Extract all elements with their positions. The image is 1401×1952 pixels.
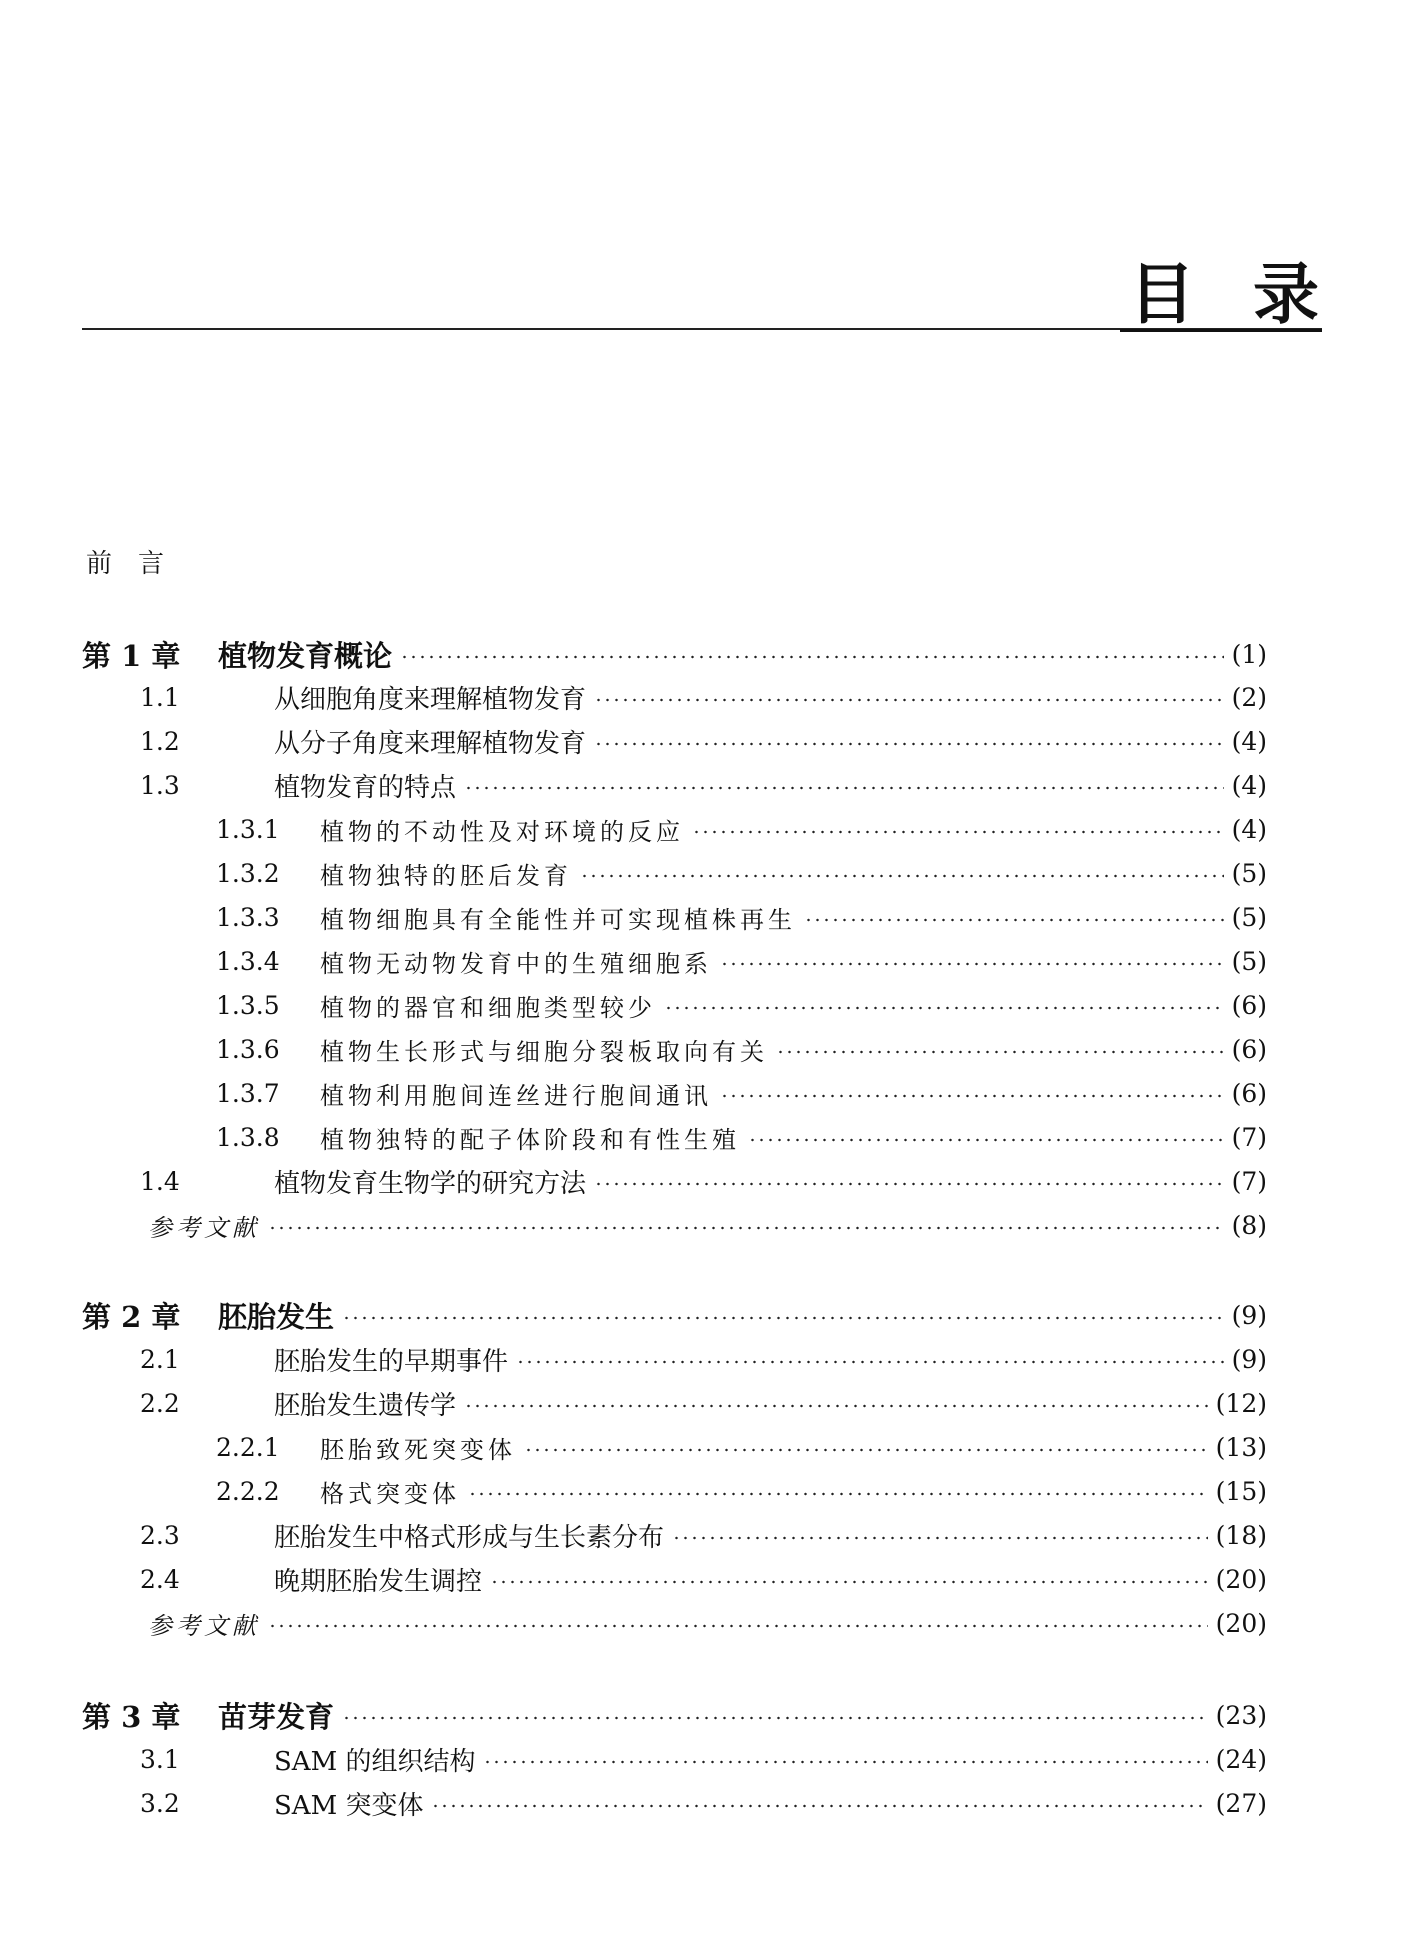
toc-title: 植物发育生物学的研究方法 <box>274 1168 587 1199</box>
toc-page: (6) <box>1231 1078 1267 1108</box>
toc-number: 1.3.3 <box>216 902 280 932</box>
toc-page: (5) <box>1231 858 1267 888</box>
toc-section-3-2[interactable] <box>82 1783 1267 1823</box>
dot-leader <box>748 1138 1224 1142</box>
toc-section-1-4[interactable] <box>82 1161 1267 1201</box>
toc-title: SAM 的组织结构 <box>274 1746 476 1777</box>
dot-leader <box>692 830 1224 834</box>
dot-leader <box>464 1404 1208 1408</box>
dot-leader <box>400 655 1224 659</box>
toc-number: 3.2 <box>140 1788 180 1818</box>
toc-number: 第 1 章 <box>82 638 181 673</box>
dot-leader <box>720 962 1224 966</box>
toc-section-2-4[interactable] <box>82 1559 1267 1599</box>
toc-page: (1) <box>1231 639 1267 669</box>
toc-subsection-1-3-3[interactable] <box>82 897 1267 937</box>
toc-number: 1.3 <box>140 770 180 800</box>
toc-page: (4) <box>1231 770 1267 800</box>
toc-title: 晚期胚胎发生调控 <box>274 1566 483 1597</box>
toc-page: (7) <box>1231 1166 1267 1196</box>
toc-references-2[interactable] <box>82 1603 1267 1643</box>
toc-number: 2.3 <box>140 1520 180 1550</box>
toc-title: 植物独特的配子体阶段和有性生殖 <box>320 1125 740 1154</box>
toc-title: 植物无动物发育中的生殖细胞系 <box>320 949 712 978</box>
toc-title: 胚胎致死突变体 <box>320 1435 516 1464</box>
toc-page: (9) <box>1231 1344 1267 1374</box>
toc-title: 胚胎发生 <box>218 1299 335 1334</box>
dot-leader <box>580 874 1224 878</box>
toc-page: (20) <box>1215 1564 1267 1594</box>
toc-number: 1.1 <box>140 682 180 712</box>
dot-leader <box>524 1448 1208 1452</box>
dot-leader <box>483 1760 1207 1764</box>
toc-number: 2.4 <box>140 1564 180 1594</box>
toc-title: 胚胎发生遗传学 <box>274 1390 457 1421</box>
toc-page: (8) <box>1231 1210 1267 1240</box>
toc-page: (12) <box>1215 1388 1267 1418</box>
dot-leader <box>720 1094 1224 1098</box>
toc-number: 1.3.8 <box>216 1122 280 1152</box>
toc-page: (4) <box>1231 726 1267 756</box>
dot-leader <box>342 1716 1208 1720</box>
toc-page: (20) <box>1215 1608 1267 1638</box>
toc-page: (6) <box>1231 1034 1267 1064</box>
toc-number: 2.2 <box>140 1388 180 1418</box>
dot-leader <box>516 1360 1224 1364</box>
toc-subsection-1-3-5[interactable] <box>82 985 1267 1025</box>
toc-page: (7) <box>1231 1122 1267 1152</box>
toc-number: 1.3.7 <box>216 1078 280 1108</box>
toc-page: (18) <box>1215 1520 1267 1550</box>
toc-subsection-2-2-2[interactable] <box>82 1471 1267 1511</box>
toc-section-1-3[interactable] <box>82 765 1267 805</box>
toc-page: (24) <box>1215 1744 1267 1774</box>
toc-page: (15) <box>1215 1476 1267 1506</box>
toc-number: 3.1 <box>140 1744 180 1774</box>
toc-chapter-2[interactable] <box>82 1295 1267 1335</box>
toc-subsection-1-3-7[interactable] <box>82 1073 1267 1113</box>
dot-leader <box>431 1804 1207 1808</box>
toc-preface[interactable]: 前言 <box>86 549 191 579</box>
toc-page: (5) <box>1231 946 1267 976</box>
toc-title: 植物的器官和细胞类型较少 <box>320 993 656 1022</box>
toc-page: (4) <box>1231 814 1267 844</box>
toc-section-2-1[interactable] <box>82 1339 1267 1379</box>
toc-chapter-3[interactable] <box>82 1695 1267 1735</box>
toc-page: (6) <box>1231 990 1267 1020</box>
toc-subsection-1-3-2[interactable] <box>82 853 1267 893</box>
toc-subsection-1-3-8[interactable] <box>82 1117 1267 1157</box>
toc-section-1-2[interactable] <box>82 721 1267 761</box>
toc-title: 从细胞角度来理解植物发育 <box>274 684 587 715</box>
toc-number: 2.2.2 <box>216 1476 280 1506</box>
toc-page: (2) <box>1231 682 1267 712</box>
toc-section-2-2[interactable] <box>82 1383 1267 1423</box>
toc-subsection-1-3-6[interactable] <box>82 1029 1267 1069</box>
toc-page: (9) <box>1231 1300 1267 1330</box>
toc-number: 2.2.1 <box>216 1432 280 1462</box>
dot-leader <box>672 1536 1208 1540</box>
dot-leader <box>664 1006 1224 1010</box>
toc-number: 1.3.1 <box>216 814 280 844</box>
toc-page: (23) <box>1215 1700 1267 1730</box>
toc-subsection-2-2-1[interactable] <box>82 1427 1267 1467</box>
toc-title: SAM 突变体 <box>274 1790 424 1821</box>
page-title: 目录 <box>1129 256 1377 333</box>
toc-title: 植物生长形式与细胞分裂板取向有关 <box>320 1037 768 1066</box>
toc-number: 2.1 <box>140 1344 180 1374</box>
toc-title: 胚胎发生中格式形成与生长素分布 <box>274 1522 665 1553</box>
dot-leader <box>594 1182 1224 1186</box>
toc-section-1-1[interactable] <box>82 677 1267 717</box>
dot-leader <box>342 1316 1224 1320</box>
toc-subsection-1-3-1[interactable] <box>82 809 1267 849</box>
toc-title: 植物发育概论 <box>218 638 393 673</box>
toc-page: (27) <box>1215 1788 1267 1818</box>
dot-leader <box>776 1050 1224 1054</box>
toc-title: 参考文献 <box>148 1611 260 1640</box>
dot-leader <box>804 918 1224 922</box>
toc-number: 1.4 <box>140 1166 180 1196</box>
toc-title: 植物细胞具有全能性并可实现植株再生 <box>320 905 796 934</box>
toc-title: 从分子角度来理解植物发育 <box>274 728 587 759</box>
toc-page: (5) <box>1231 902 1267 932</box>
toc-number: 1.3.2 <box>216 858 280 888</box>
toc-title: 植物利用胞间连丝进行胞间通讯 <box>320 1081 712 1110</box>
toc-number: 第 2 章 <box>82 1299 181 1334</box>
toc-section-2-3[interactable] <box>82 1515 1267 1555</box>
toc-number: 1.2 <box>140 726 180 756</box>
toc-chapter-1[interactable] <box>82 634 1267 674</box>
toc-title: 胚胎发生的早期事件 <box>274 1346 509 1377</box>
dot-leader <box>594 742 1224 746</box>
dot-leader <box>468 1492 1208 1496</box>
toc-number: 1.3.5 <box>216 990 280 1020</box>
toc-title: 植物的不动性及对环境的反应 <box>320 817 684 846</box>
toc-subsection-1-3-4[interactable] <box>82 941 1267 981</box>
toc-number: 1.3.6 <box>216 1034 280 1064</box>
dot-leader <box>490 1580 1208 1584</box>
toc-section-3-1[interactable] <box>82 1739 1267 1779</box>
toc-title: 植物独特的胚后发育 <box>320 861 572 890</box>
toc-title: 格式突变体 <box>320 1479 460 1508</box>
toc-page: (13) <box>1215 1432 1267 1462</box>
toc-number: 1.3.4 <box>216 946 280 976</box>
toc-title: 参考文献 <box>148 1213 260 1242</box>
toc-references-1[interactable] <box>82 1205 1267 1245</box>
dot-leader <box>464 786 1224 790</box>
dot-leader <box>594 698 1224 702</box>
toc-title: 苗芽发育 <box>218 1699 335 1734</box>
dot-leader <box>268 1624 1208 1628</box>
title-underline <box>1120 329 1322 332</box>
toc-title: 植物发育的特点 <box>274 772 457 803</box>
toc-number: 第 3 章 <box>82 1699 181 1734</box>
dot-leader <box>268 1226 1224 1230</box>
